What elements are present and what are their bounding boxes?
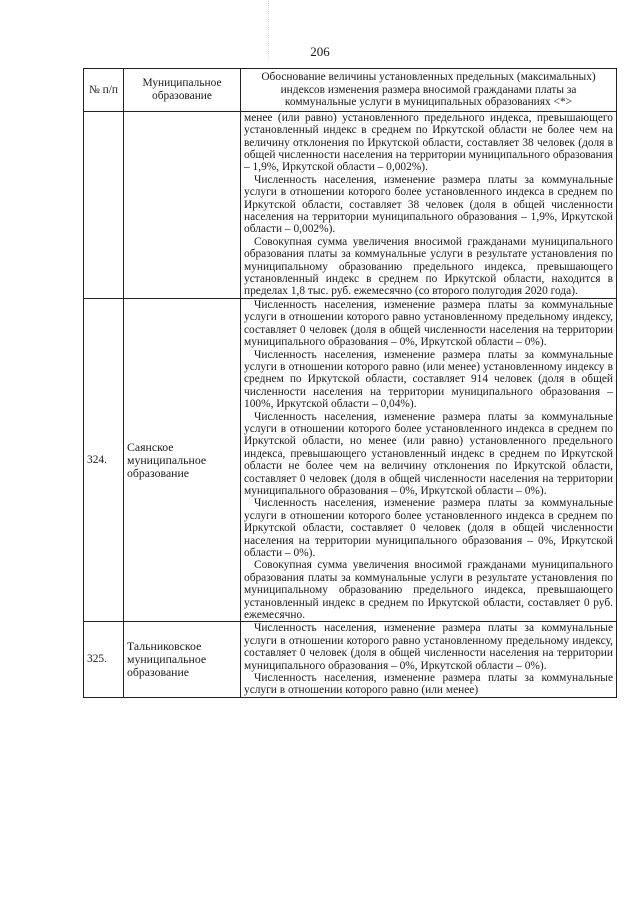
row-justification [241,111,617,298]
row-number: 324. [84,298,124,622]
row-justification [241,622,617,697]
row-justification [241,298,617,622]
paragraph: Численность населения, изменение размера платы за коммунальные услуги в отношении которого равно установленному предельному индексу, составляет 0 человек (доля в общей численности населения на территории муниципального образования – 0%, Иркутской области – 0%). [244,622,613,672]
paragraph: Численность населения, изменение размера платы за коммунальные услуги в отношении которого равно установленному предельному индексу, составляет 0 человек (доля в общей численности населения на территории муниципального образования – 0%, Иркутской области – 0%). [244,298,613,349]
paragraph: менее (или равно) установленного предельного индекса, превышающего установленный индекс в среднем по Иркутской области не более чем на величину отклонения по Иркутской области, составляет 38 человек (доля в общей численности населения на территории муниципального образования – 1,9%, Иркутской области – 0,002%). [244,111,613,174]
justification-table [83,68,617,698]
header-municipality: Муниципальное образование [124,69,241,112]
row-number [84,111,124,298]
row-number: 325. [84,622,124,697]
table-row [84,622,617,697]
paragraph: Численность населения, изменение размера платы за коммунальные услуги в отношении которого равно (или менее) установленному индексу в среднем по Иркутской области, составляет 914 человек (доля в общей численности населения на территории муниципального образования – 100%, Иркутской области – 0,04%). [244,348,613,411]
table-row [84,111,617,298]
paragraph: Совокупная сумма увеличения вносимой гражданами муниципального образования платы за коммунальные услуги в результате установления по муниципальному образованию предельного индекса, превышающего установленный индекс в среднем по Иркутской области, находится в пределах 1,8 тыс. руб. ежемесячно (со второго полугодия 2020 года). [244,235,613,298]
page-number: 206 [310,44,330,59]
row-municipality [124,111,241,298]
header-number: № п/п [84,69,124,112]
table-header-row [84,69,617,112]
paragraph: Численность населения, изменение размера платы за коммунальные услуги в отношении которого более установленного индекса в среднем по Иркутской области, составляет 38 человек (доля в общей численности населения на территории муниципального образования – 1,9%, Иркутской области – 0,002%). [244,173,613,236]
paragraph: Численность населения, изменение размера платы за коммунальные услуги в отношении которого более установленного индекса в среднем по Иркутской области, но менее (или равно) установленного предельного индекса, превышающего установленный индекс в среднем по Иркутской области не более чем на величину отклонения по Иркутской области, составляет 0 человек (доля в общей численности населения на территории муниципального образования – 0%, Иркутской области – 0%). [244,410,613,497]
row-municipality: Тальниковское муниципальное образование [124,622,241,697]
paragraph: Численность населения, изменение размера платы за коммунальные услуги в отношении которого равно (или менее) [244,672,613,697]
paragraph: Совокупная сумма увеличения вносимой гражданами муниципального образования платы за коммунальные услуги в результате установления по муниципальному образованию предельного индекса, превышающего установленный индекс в среднем по Иркутской области, составляет 0 руб. ежемесячно. [244,559,613,622]
table-row [84,298,617,622]
row-municipality: Саянское муниципальное образование [124,298,241,622]
paragraph: Численность населения, изменение размера платы за коммунальные услуги в отношении которого более установленного индекса в среднем по Иркутской области, составляет 0 человек (доля в общей численности населения на территории муниципального образования – 0%, Иркутской области – 0%). [244,497,613,559]
header-justification: Обоснование величины установленных предельных (максимальных) индексов изменения размера вносимой гражданами платы за коммунальные услуги в муниципальных образованиях <*> [241,69,617,112]
